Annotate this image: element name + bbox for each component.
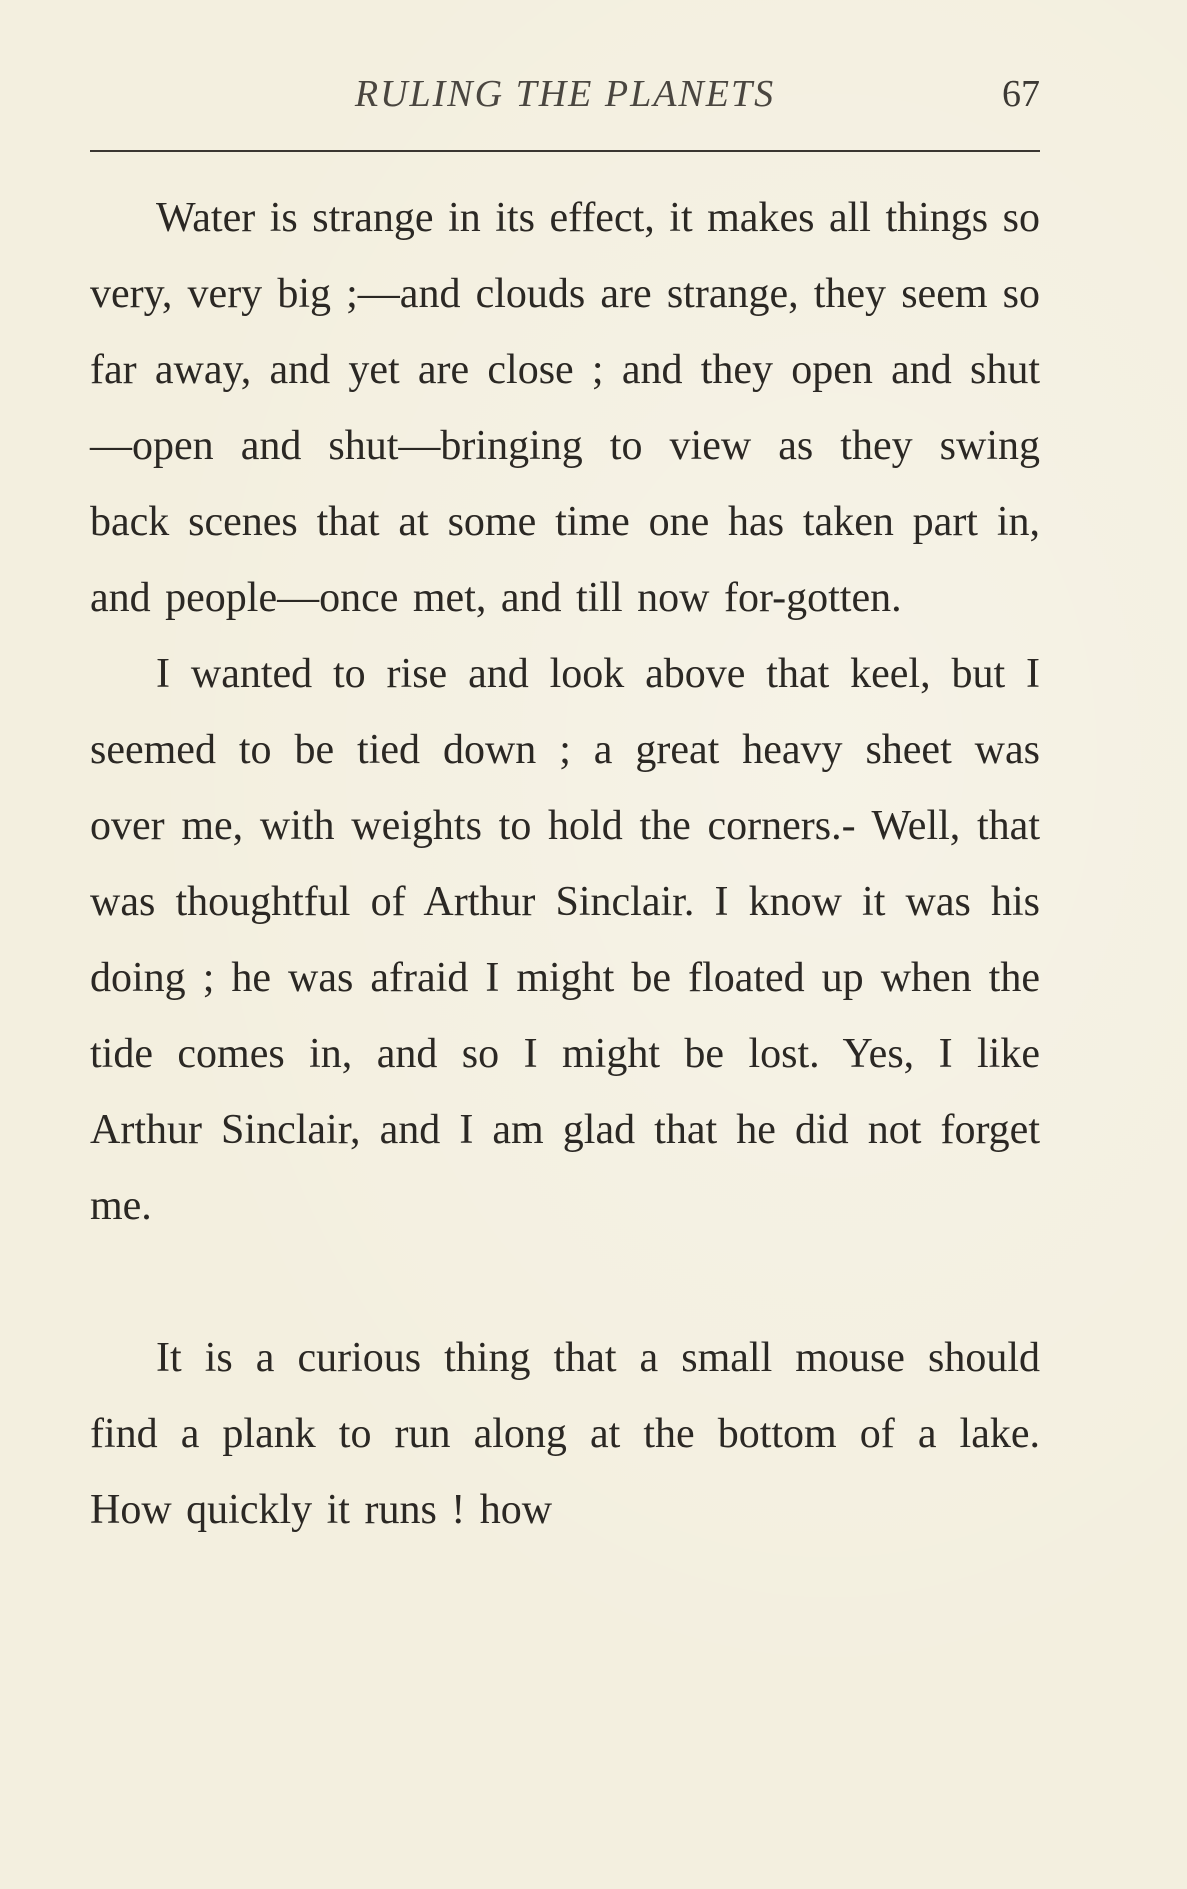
page-number: 67 [1002,73,1040,115]
paragraph-2: I wanted to rise and look above that keel, but I seemed to be tied down ; a great heavy sheet was over me, with weights to hold the corners.- Well, that was thoughtful of Arthur Sinclair. I know it was his doing ; he was afraid I might be floated up when the tide comes in, and so I might be lost. Yes, I like Arthur Sinclair, and I am glad that he did not forget me. [90,651,1040,1229]
page-header [90,72,1040,122]
paragraph-1: Water is strange in its effect, it makes all things so very, very big ;—and clouds are strange, they seem so far away, and yet are close ; and they open and shut—open and shut—bringing to view as they swing back scenes that at some time one has taken part in, and people—once met, and till now for-gotten. [90,195,1040,621]
paragraph-3: It is a curious thing that a small mouse should find a plank to run along at the bottom of a lake. How quickly it runs ! how [90,1335,1040,1533]
page-body [90,180,1040,1548]
running-head: RULING THE PLANETS [354,73,776,115]
section-break [90,1244,1040,1320]
header-rule [90,150,1040,152]
